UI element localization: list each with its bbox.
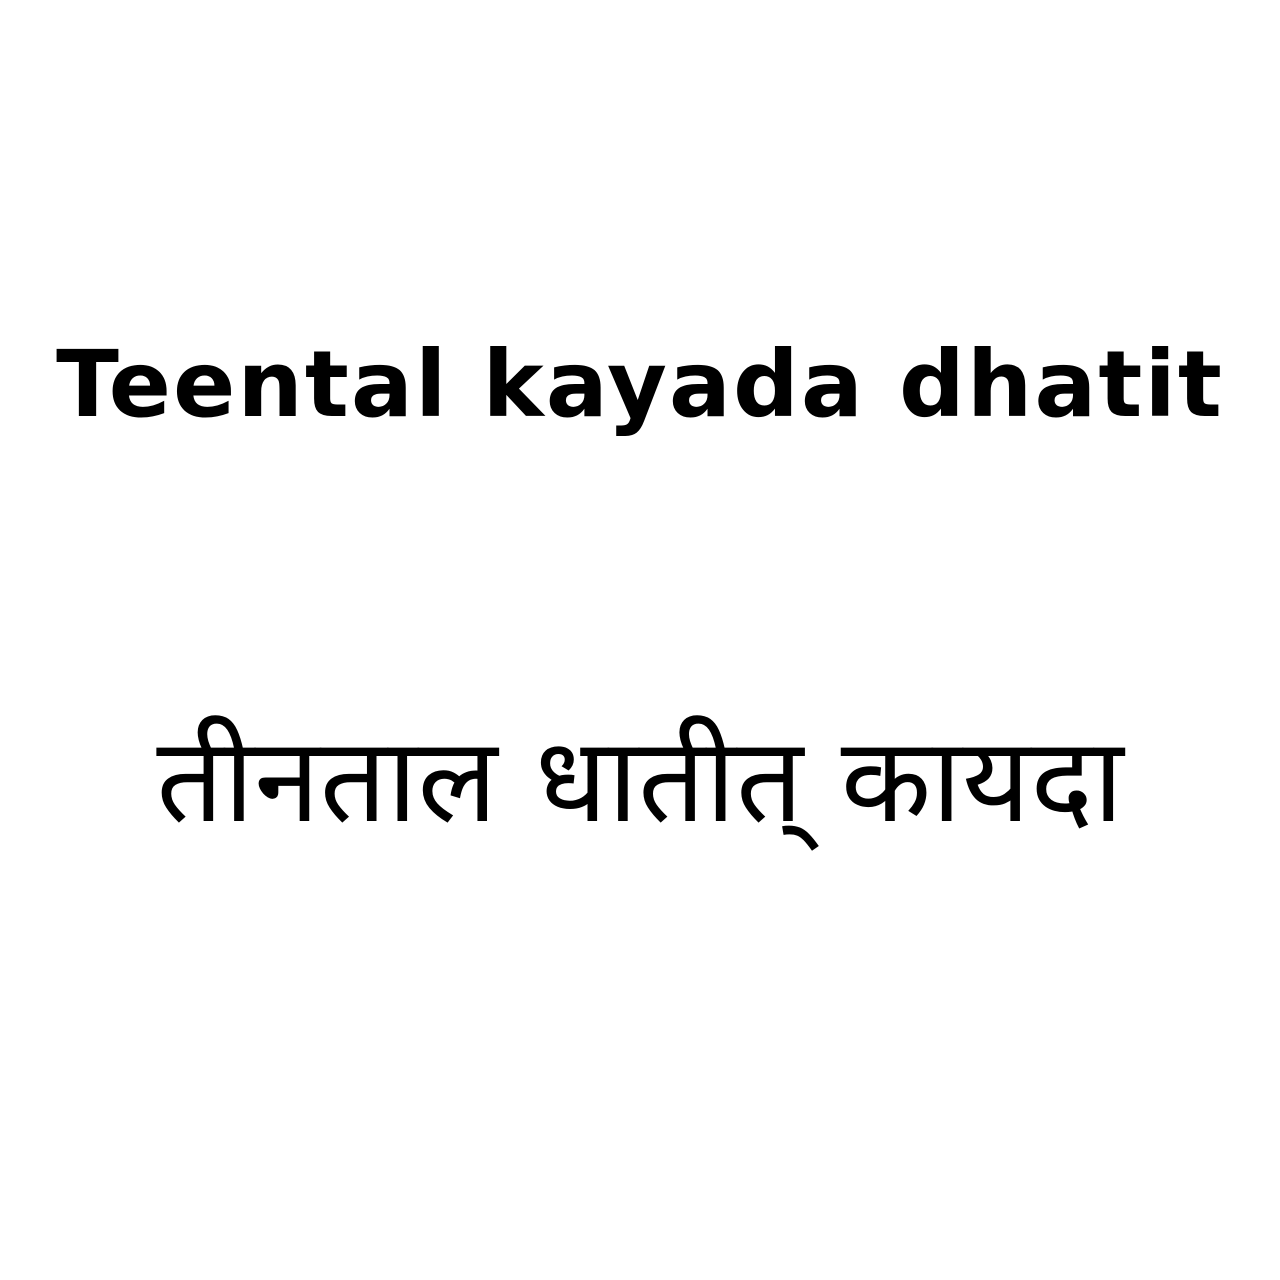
hindi-title: तीनताल धातीत् कायदा: [156, 711, 1124, 849]
english-title: Teental kayada dhatit: [56, 331, 1224, 438]
